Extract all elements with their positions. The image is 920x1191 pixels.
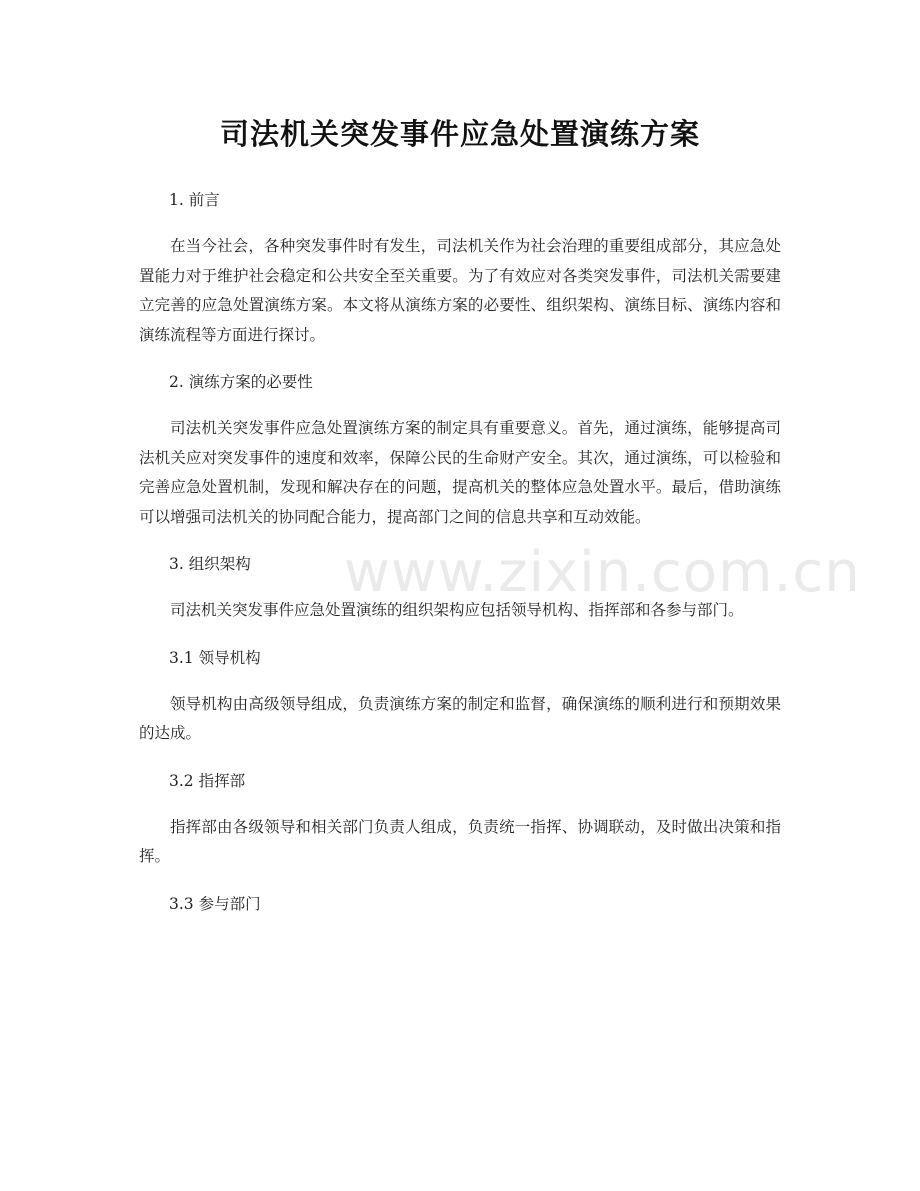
paragraph-command: 指挥部由各级领导和相关部门负责人组成，负责统一指挥、协调联动，及时做出决策和指挥。	[139, 817, 781, 865]
paragraph-preface: 在当今社会，各种突发事件时有发生，司法机关作为社会治理的重要组成部分，其应急处置能力对于维护社会稳定和公共安全至关重要。为了有效应对各类突发事件，司法机关需要建立完善的应急处置演练方案。本文将从演练方案的必要性、组织架构、演练目标、演练内容和演练流程等方面进行探讨。	[139, 237, 781, 344]
subsection-heading-command: 3.2 指挥部	[169, 771, 246, 790]
section-heading-organization: 3. 组织架构	[169, 555, 251, 573]
section-heading-necessity: 2. 演练方案的必要性	[169, 373, 313, 391]
watermark: www.zixin.com.cn	[344, 540, 861, 605]
paragraph-organization: 司法机关突发事件应急处置演练的组织架构应包括领导机构、指挥部和各参与部门。	[170, 601, 744, 619]
subsection-heading-participants: 3.3 参与部门	[169, 894, 261, 913]
paragraph-leadership: 领导机构由高级领导组成，负责演练方案的制定和监督，确保演练的顺利进行和预期效果的达成。	[139, 694, 781, 742]
subsection-heading-leadership: 3.1 领导机构	[169, 648, 261, 667]
document-body	[139, 186, 781, 936]
paragraph-necessity: 司法机关突发事件应急处置演练方案的制定具有重要意义。首先，通过演练，能够提高司法机关应对突发事件的速度和效率，保障公民的生命财产安全。其次，通过演练，可以检验和完善应急处置机制，发现和解决存在的问题，提高机关的整体应急处置水平。最后，借助演练可以增强司法机关的协同配合能力，提高部门之间的信息共享和互动效能。	[139, 419, 781, 526]
section-heading-preface: 1. 前言	[169, 191, 220, 209]
document-title: 司法机关突发事件应急处置演练方案	[219, 117, 700, 151]
